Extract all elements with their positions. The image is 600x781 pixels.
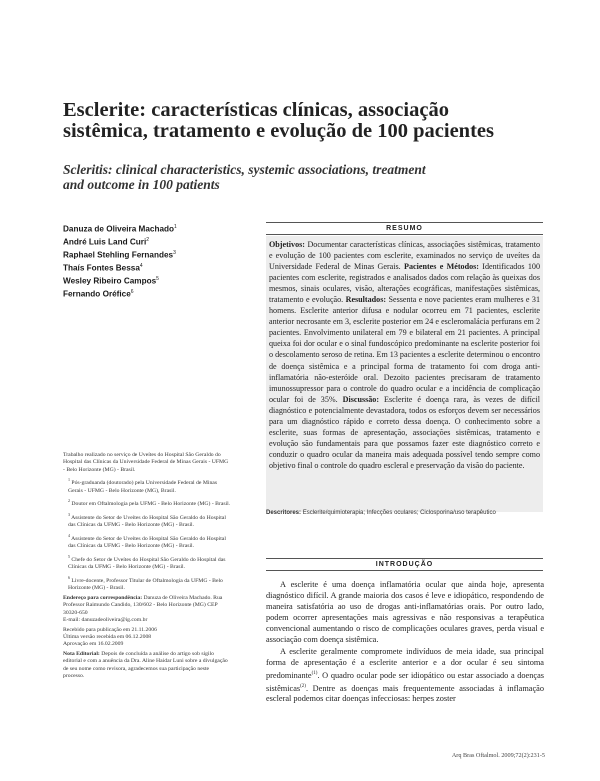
author-name: Wesley Ribeiro Campos$^5$: [63, 275, 159, 286]
english-title-line: Scleritis: clinical characteristics, systemic associations, treatment: [63, 162, 426, 177]
author-name: André Luis Land Curi$^2$: [63, 236, 150, 247]
introduction-body: [266, 579, 544, 705]
intro-heading: INTRODUÇÃO: [375, 561, 434, 568]
editorial-note: Nota Editorial: Depois de concluída a análise do artigo sob sigilo editorial e com a anuência da Dra. Aline Haidar Luni sobre a divulgação de seu nome como revisora, agradecemos sua participação neste processo.: [63, 651, 228, 679]
intro-paragraph: A esclerite geralmente compromete indivíduos de meia idade, sua principal forma de apresentação é a esclerite anterior e a dor ocular é seu sintoma predominante$^{(1)}$. O quadro ocular pode ser idiopático ou estar associado a doenças sistêmicas$^{(2)}$. Dentre as doenças mais frequentemente associadas à inflamação escleral podemos citar doenças infecciosas: herpes zoster: [266, 646, 544, 704]
article-title-line: Esclerite: características clínicas, associação: [63, 99, 449, 121]
journal-citation: Arq Bras Oftalmol. 2009;72(2):231-5: [451, 752, 545, 759]
resumo-bottom-rule: [266, 234, 543, 235]
intro-top-rule: [266, 558, 543, 559]
author-list: [63, 222, 263, 300]
abstract-text: Objetivos: Documentar características clínicas, associações sistêmicas, tratamento e evolução de 100 pacientes com esclerite, examinados no serviço de uveítes da Universidade Federal de Minas Gerais. Pacientes e Métodos: Identificados 100 pacientes com esclerite, registrados e analisados dados com relação às queixas dos mesmos, sinais oculares, visão, alterações ecográficas, manifestações sistêmicas, tratamento e evolução. Resultados: Sessenta e nove pacientes eram mulheres e 31 homens. Esclerite anterior difusa e nodular ocorreu em 71 pacientes, esclerite anterior necrosante em 3, esclerite posterior em 24 e escleromalácia perfurans em 2 pacientes. Envolvimento unilateral em 79 e bilateral em 21 pacientes. A principal queixa foi dor ocular e o sinal fundoscópico predominante na esclerite posterior foi o descolamento seroso de retina. Em 13 pacientes a esclerite determinou o encontro de doença sistêmica e a principal forma de tratamento foi com droga anti-inflamatória não-esteróide oral. Dezoito pacientes precisaram de tratamento imunossupressor para o controle do quadro ocular e a incidência de complicação ocular foi de 35%. Discussão: Esclerite é doença rara, às vezes de difícil diagnóstico e potencialmente devastadora, todos os esforços devem ser necessários para um diagnóstico rápido e correto dessa doença. O conhecimento sobre a esclerite, suas formas de apresentação, associações sistêmicas, tratamento e evolução são fundamentais para que possamos fazer este diagnóstico correto e conduzir o quadro ocular da maneira mais adequada possível tendo sempre como objetivo final o controle do quadro escleral e preservação da visão do paciente.: [269, 240, 540, 470]
correspondence-email: E-mail: danuzadeoliveira@ig.com.br: [63, 616, 148, 623]
resumo-heading: RESUMO: [386, 225, 423, 232]
submission-dates: Recebido para publicação em 21.11.2006 Última versão recebida em 06.12.2008 Aprovação em 16.02.2009: [63, 626, 157, 648]
article-title: [63, 100, 563, 142]
affiliation-item: $^5$ Chefe do Setor de Uveítes do Hospital São Geraldo do Hospital das Clínicas da UFMG - Belo Horizonte (MG) - Brasil.: [68, 554, 226, 571]
author-name: Thaís Fontes Bessa$^4$: [63, 262, 143, 273]
intro-paragraph: A esclerite é uma doença inflamatória ocular que ainda hoje, apresenta diagnóstico difícil. A grande maioria dos casos é leve e idiopático, respondendo de maneira satisfatória ao uso de drogas anti-inflamatórias orais. Por outro lado, podem ocorrer apresentações mais agressivas e não responsivas a terapêutica convencional aumentando o risco de complicações oculares graves, perda visual e associação com doença sistêmica.: [266, 580, 544, 645]
affiliation-item: $^3$ Assistente do Setor de Uveítes do Hospital São Geraldo do Hospital das Clínicas da UFMG - Belo Horizonte (MG) - Brasil.: [68, 512, 226, 529]
affiliation-item: $^4$ Assistente do Setor de Uveítes do Hospital São Geraldo do Hospital das Clínicas da UFMG - Belo Horizonte (MG) - Brasil.: [68, 533, 226, 550]
author-name: Fernando Oréfice$^6$: [63, 288, 134, 299]
intro-bottom-rule: [266, 570, 543, 571]
work-note: Trabalho realizado no serviço de Uveítes do Hospital São Geraldo do Hospital das Clínicas da Universidade Federal de Minas Gerais - UFMG - Belo Horizonte (MG) - Brasil.: [63, 452, 229, 473]
article-title-line: sistêmica, tratamento e evolução de 100 pacientes: [63, 120, 494, 142]
author-name: Danuza de Oliveira Machado$^1$: [63, 224, 177, 234]
correspondence-address: Endereço para correspondência: Danuza de Oliveira Machado. Rua Professor Raimundo Candido, 130/602 - Belo Horizonte (MG) CEP 30320-650 E-mail: danuzadeoliveira@ig.com.br: [63, 595, 223, 623]
author-name: Raphael Stehling Fernandes$^3$: [63, 249, 176, 260]
abstract-box: [266, 236, 543, 512]
english-title: [63, 163, 563, 192]
resumo-top-rule: [266, 222, 543, 223]
affiliation-item: $^2$ Doutor em Oftalmologia pela UFMG - Belo Horizonte (MG) - Brasil.: [68, 498, 231, 508]
affiliation-item: $^1$ Pós-graduanda (doutorado) pela Universidade Federal de Minas Gerais - UFMG - Belo Horizonte (MG), Brasil.: [68, 477, 218, 494]
english-title-line: and outcome in 100 patients: [63, 176, 220, 192]
affiliation-item: $^6$ Livre-docente, Professor Titular de Oftalmologia da UFMG - Belo Horizonte (MG) - Brasil.: [68, 575, 223, 592]
keywords: Descritores: Esclerite/quimioterapia; Infecções oculares; Ciclosporina/uso terapêutico: [266, 510, 496, 516]
affiliation-notes: [63, 452, 231, 683]
